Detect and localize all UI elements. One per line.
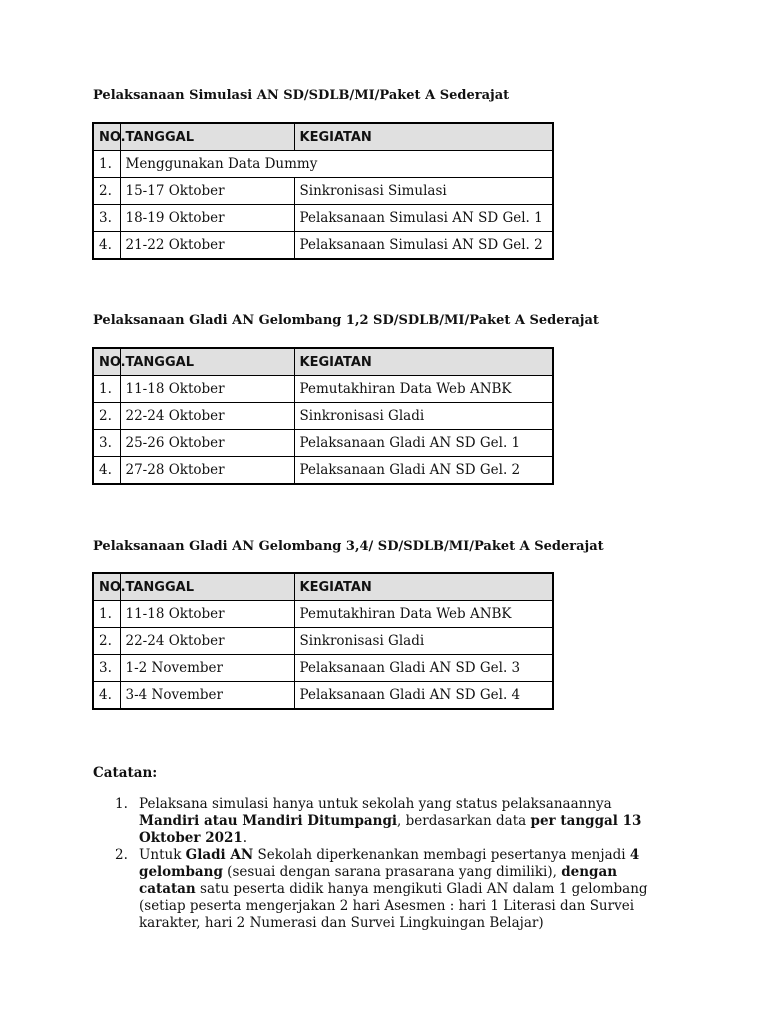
cell-tanggal: 1-2 November (120, 655, 294, 682)
cell-tanggal: 3-4 November (120, 682, 294, 710)
note-text-part: Sekolah diperkenankan membagi pesertanya menjadi (253, 847, 630, 863)
note-item-1 (115, 796, 675, 847)
table-row (93, 628, 553, 655)
note-text-bold: Mandiri atau Mandiri Ditumpangi (139, 813, 398, 829)
note-text-part: Untuk (139, 847, 186, 863)
cell-no: 2. (93, 403, 120, 430)
cell-tanggal: 25-26 Oktober (120, 430, 294, 457)
header-tanggal: TANGGAL (120, 123, 294, 151)
cell-no: 2. (93, 628, 120, 655)
header-kegiatan: KEGIATAN (294, 348, 553, 376)
cell-no: 3. (93, 205, 120, 232)
cell-kegiatan: Pelaksanaan Gladi AN SD Gel. 1 (294, 430, 553, 457)
note-number: 1. (115, 796, 128, 812)
cell-kegiatan: Pelaksanaan Gladi AN SD Gel. 4 (294, 682, 553, 710)
table-row (93, 655, 553, 682)
cell-no: 2. (93, 178, 120, 205)
header-no: NO. (93, 348, 120, 376)
table-header-row (93, 573, 553, 601)
schedule-table-simulasi (92, 122, 554, 260)
table-row (93, 601, 553, 628)
cell-no: 1. (93, 376, 120, 403)
note-text-bold: Gladi AN (185, 847, 254, 863)
cell-tanggal: 22-24 Oktober (120, 628, 294, 655)
section-title-simulasi: Pelaksanaan Simulasi AN SD/SDLB/MI/Paket A Sederajat (93, 88, 510, 103)
cell-merged: Menggunakan Data Dummy (120, 151, 553, 178)
cell-tanggal: 27-28 Oktober (120, 457, 294, 485)
cell-tanggal: 18-19 Oktober (120, 205, 294, 232)
table-header-row (93, 123, 553, 151)
note-text-bold: per tanggal 13 Oktober 2021 (139, 813, 642, 846)
notes-list (115, 796, 675, 932)
cell-no: 4. (93, 457, 120, 485)
table-header-row (93, 348, 553, 376)
note-text-part: (sesuai dengan sarana prasarana yang dimiliki), (222, 864, 562, 880)
cell-tanggal: 21-22 Oktober (120, 232, 294, 260)
cell-no: 3. (93, 655, 120, 682)
cell-kegiatan: Sinkronisasi Simulasi (294, 178, 553, 205)
table-row (93, 430, 553, 457)
cell-no: 1. (93, 601, 120, 628)
table-row (93, 682, 553, 710)
note-number: 2. (115, 847, 128, 863)
cell-kegiatan: Pelaksanaan Gladi AN SD Gel. 3 (294, 655, 553, 682)
table-row (93, 376, 553, 403)
table-row (93, 232, 553, 260)
cell-kegiatan: Pemutakhiran Data Web ANBK (294, 601, 553, 628)
table-row (93, 205, 553, 232)
table-row (93, 457, 553, 485)
cell-tanggal: 11-18 Oktober (120, 601, 294, 628)
header-no: NO. (93, 573, 120, 601)
cell-tanggal: 22-24 Oktober (120, 403, 294, 430)
cell-no: 3. (93, 430, 120, 457)
cell-kegiatan: Pemutakhiran Data Web ANBK (294, 376, 553, 403)
note-text-part: , berdasarkan data (397, 813, 531, 829)
header-tanggal: TANGGAL (120, 573, 294, 601)
note-text-bold: 4 gelombang (139, 847, 640, 880)
section-title-gladi-3-4: Pelaksanaan Gladi AN Gelombang 3,4/ SD/SDLB/MI/Paket A Sederajat (93, 539, 604, 554)
note-text-part: satu peserta didik hanya mengikuti Gladi AN dalam 1 gelombang (setiap peserta mengerjakan 2 hari Asesmen : hari 1 Literasi dan Survei karakter, hari 2 Numerasi dan Survei Lingkuingan Belajar) (139, 881, 648, 931)
note-item-2 (115, 847, 675, 932)
schedule-table-gladi-1-2 (92, 347, 554, 485)
header-kegiatan: KEGIATAN (294, 573, 553, 601)
cell-kegiatan: Pelaksanaan Gladi AN SD Gel. 2 (294, 457, 553, 485)
table-row (93, 151, 553, 178)
cell-kegiatan: Pelaksanaan Simulasi AN SD Gel. 2 (294, 232, 553, 260)
cell-tanggal: 11-18 Oktober (120, 376, 294, 403)
header-tanggal: TANGGAL (120, 348, 294, 376)
schedule-table-gladi-3-4 (92, 572, 554, 710)
cell-tanggal: 15-17 Oktober (120, 178, 294, 205)
table-row (93, 178, 553, 205)
cell-kegiatan: Sinkronisasi Gladi (294, 628, 553, 655)
header-kegiatan: KEGIATAN (294, 123, 553, 151)
note-text-part: Pelaksana simulasi hanya untuk sekolah yang status pelaksanaannya (139, 796, 612, 812)
note-text-bold: dengan catatan (139, 864, 618, 897)
cell-no: 4. (93, 232, 120, 260)
cell-kegiatan: Sinkronisasi Gladi (294, 403, 553, 430)
header-no: NO. (93, 123, 120, 151)
section-title-gladi-1-2: Pelaksanaan Gladi AN Gelombang 1,2 SD/SDLB/MI/Paket A Sederajat (93, 313, 599, 328)
table-row (93, 403, 553, 430)
note-text (139, 796, 641, 846)
notes-title: Catatan: (93, 765, 158, 781)
cell-no: 1. (93, 151, 120, 178)
cell-no: 4. (93, 682, 120, 710)
cell-kegiatan: Pelaksanaan Simulasi AN SD Gel. 1 (294, 205, 553, 232)
note-text (139, 847, 648, 931)
note-text-part: . (242, 830, 248, 846)
